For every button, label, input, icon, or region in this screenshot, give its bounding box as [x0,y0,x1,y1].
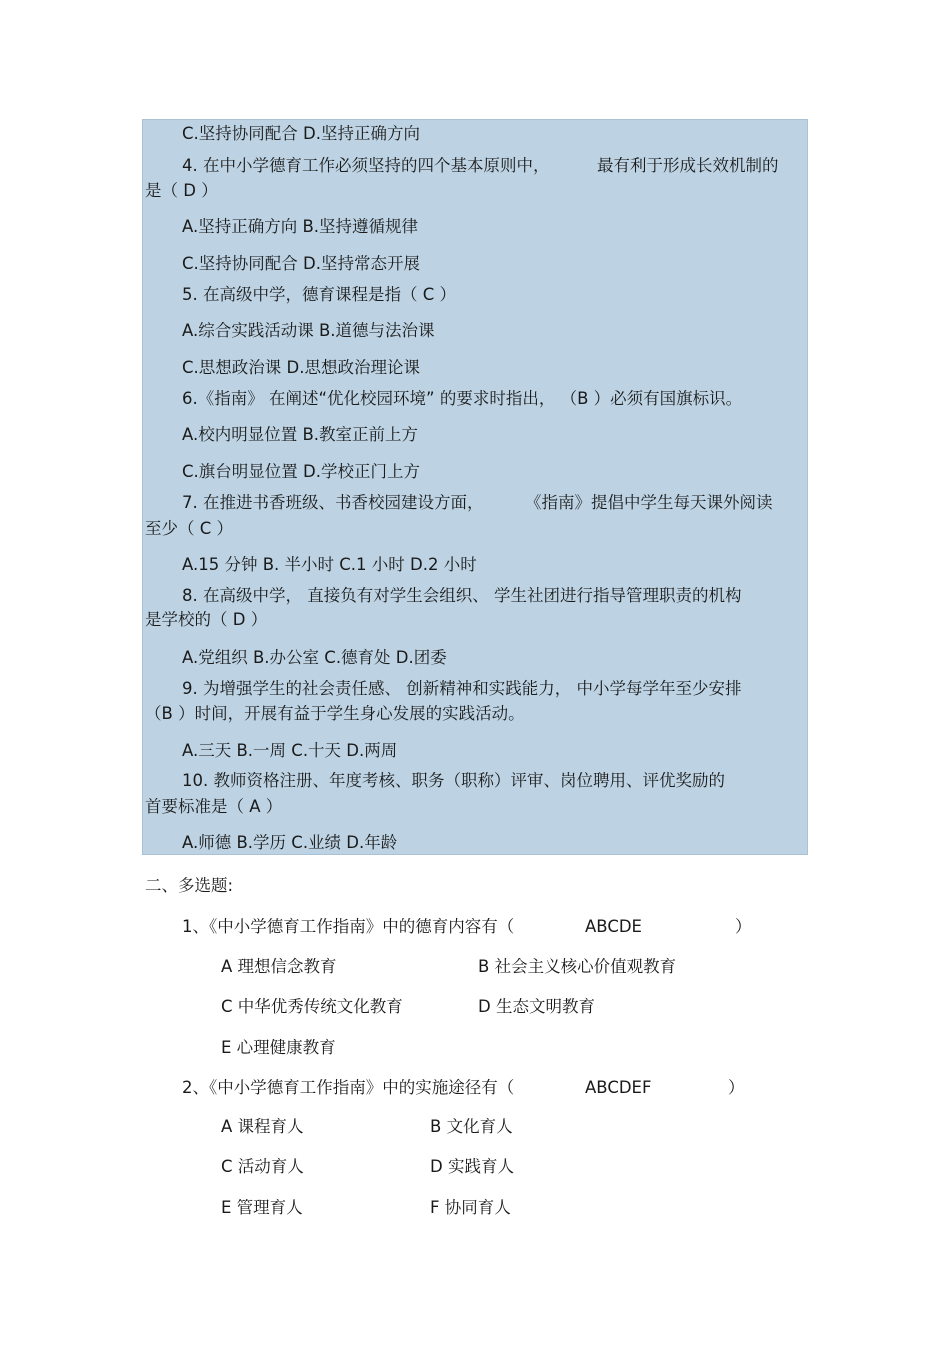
q4-options-cd: C.坚持协同配合 D.坚持常态开展 [182,254,420,273]
q7-stem-part2: 《指南》提倡中学生每天课外阅读 [525,493,773,512]
m1-close-paren: ） [735,917,752,936]
q10-stem-part2: 首要标准是（ A ） [145,797,283,816]
q10-stem-part1: 10. 教师资格注册、年度考核、职务（职称）评审、岗位聘用、评优奖励的 [182,771,725,790]
m2-option-d: D 实践育人 [430,1157,514,1176]
m2-answer: ABCDEF [585,1078,652,1097]
q7-options: A.15 分钟 B. 半小时 C.1 小时 D.2 小时 [182,555,477,574]
m1-answer: ABCDE [585,917,642,936]
m2-close-paren: ） [728,1078,745,1097]
q10-options: A.师德 B.学历 C.业绩 D.年龄 [182,833,398,852]
q8-options: A.党组织 B.办公室 C.德育处 D.团委 [182,648,447,667]
q3-options-cd: C.坚持协同配合 D.坚持正确方向 [182,124,420,143]
q4-stem-part3: 是（ D ） [145,181,218,200]
q9-stem-part1: 9. 为增强学生的社会责任感、 创新精神和实践能力， 中小学每学年至少安排 [182,679,742,698]
q7-stem-part3: 至少（ C ） [145,519,234,538]
q4-stem-part1: 4. 在中小学德育工作必须坚持的四个基本原则中， [182,156,550,175]
q6-stem: 6.《指南》 在阐述“优化校园环境” 的要求时指出， （B ）必须有国旗标识。 [182,389,743,408]
q5-options-cd: C.思想政治课 D.思想政治理论课 [182,358,420,377]
m2-option-a: A 课程育人 [221,1117,304,1136]
m2-option-f: F 协同育人 [430,1198,511,1217]
q9-options: A.三天 B.一周 C.十天 D.两周 [182,741,398,760]
q6-options-cd: C.旗台明显位置 D.学校正门上方 [182,462,420,481]
m2-option-c: C 活动育人 [221,1157,304,1176]
m2-stem: 2、《中小学德育工作指南》中的实施途径有（ [182,1078,515,1097]
m1-stem: 1、《中小学德育工作指南》中的德育内容有（ [182,917,515,936]
q6-options-ab: A.校内明显位置 B.教室正前上方 [182,425,419,444]
q5-stem: 5. 在高级中学，德育课程是指（ C ） [182,285,456,304]
m1-option-a: A 理想信念教育 [221,957,337,976]
q7-stem-part1: 7. 在推进书香班级、书香校园建设方面， [182,493,484,512]
q8-stem-part1: 8. 在高级中学， 直接负有对学生会组织、 学生社团进行指导管理职责的机构 [182,586,742,605]
m1-option-e: E 心理健康教育 [221,1038,336,1057]
section-heading-multi: 二、多选题: [145,876,234,895]
q4-options-ab: A.坚持正确方向 B.坚持遵循规律 [182,217,419,236]
q5-options-ab: A.综合实践活动课 B.道德与法治课 [182,321,435,340]
q8-stem-part2: 是学校的（ D ） [145,610,268,629]
q4-stem-part2: 最有利于形成长效机制的 [597,156,779,175]
q9-stem-part2: （B ）时间，开展有益于学生身心发展的实践活动。 [145,704,525,723]
m1-option-d: D 生态文明教育 [478,997,595,1016]
m2-option-e: E 管理育人 [221,1198,303,1217]
m1-option-b: B 社会主义核心价值观教育 [478,957,677,976]
m2-option-b: B 文化育人 [430,1117,513,1136]
m1-option-c: C 中华优秀传统文化教育 [221,997,403,1016]
